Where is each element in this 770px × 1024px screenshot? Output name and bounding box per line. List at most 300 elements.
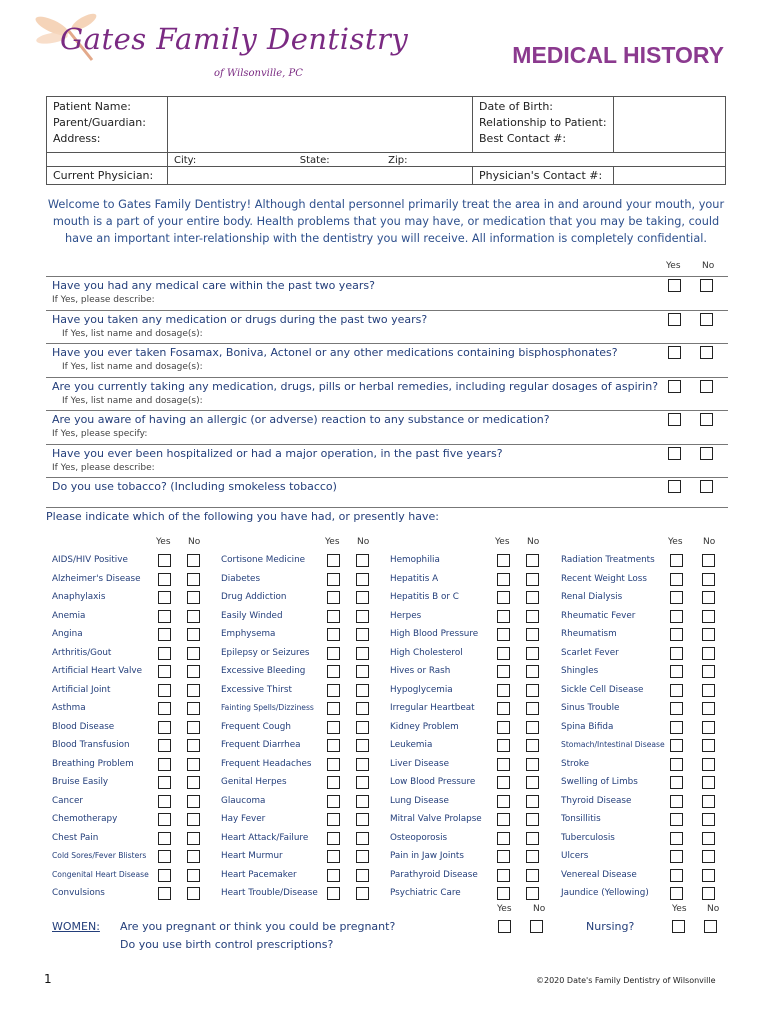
- condition-no-checkbox[interactable]: [526, 684, 539, 697]
- condition-label: Blood Transfusion: [52, 740, 130, 750]
- question-divider: [46, 477, 728, 478]
- condition-label: Lung Disease: [390, 796, 449, 806]
- condition-no-checkbox[interactable]: [526, 702, 539, 715]
- condition-label: Tuberculosis: [561, 833, 615, 843]
- page-number: 1: [44, 972, 52, 986]
- condition-no-checkbox[interactable]: [526, 554, 539, 567]
- condition-yes-checkbox[interactable]: [158, 758, 171, 771]
- condition-label: Arthritis/Gout: [52, 648, 112, 658]
- condition-no-checkbox[interactable]: [187, 832, 200, 845]
- condition-no-checkbox[interactable]: [526, 721, 539, 734]
- condition-yes-checkbox[interactable]: [327, 850, 340, 863]
- condition-label: Stomach/Intestinal Disease: [561, 740, 665, 749]
- condition-no-checkbox[interactable]: [702, 869, 715, 882]
- condition-label: Low Blood Pressure: [390, 777, 476, 787]
- condition-label: Frequent Cough: [221, 722, 291, 732]
- condition-label: Heart Pacemaker: [221, 870, 297, 880]
- condition-yes-checkbox[interactable]: [670, 776, 683, 789]
- condition-label: Scarlet Fever: [561, 648, 619, 658]
- condition-no-checkbox[interactable]: [702, 684, 715, 697]
- condition-no-checkbox[interactable]: [526, 739, 539, 752]
- condition-label: Excessive Bleeding: [221, 666, 306, 676]
- question-text: Have you ever been hospitalized or had a major operation, in the past five years?: [52, 447, 503, 460]
- nursing-no-header: No: [707, 904, 720, 914]
- condition-yes-checkbox[interactable]: [327, 647, 340, 660]
- condition-yes-checkbox[interactable]: [670, 684, 683, 697]
- condition-yes-checkbox[interactable]: [497, 887, 510, 900]
- question-followup: If Yes, list name and dosage(s):: [62, 329, 203, 339]
- condition-no-checkbox[interactable]: [187, 887, 200, 900]
- condition-yes-checkbox[interactable]: [497, 554, 510, 567]
- condition-yes-checkbox[interactable]: [497, 869, 510, 882]
- condition-yes-checkbox[interactable]: [158, 684, 171, 697]
- condition-label: Epilepsy or Seizures: [221, 648, 310, 658]
- condition-yes-checkbox[interactable]: [497, 591, 510, 604]
- question-followup: If Yes, please specify:: [52, 429, 148, 439]
- condition-no-checkbox[interactable]: [526, 758, 539, 771]
- condition-no-checkbox[interactable]: [356, 869, 369, 882]
- question-text: Are you currently taking any medication, drugs, pills or herbal remedies, including regular dosages of aspirin?: [52, 380, 659, 393]
- condition-yes-checkbox[interactable]: [158, 628, 171, 641]
- condition-yes-checkbox[interactable]: [158, 591, 171, 604]
- condition-no-checkbox[interactable]: [356, 739, 369, 752]
- condition-no-checkbox[interactable]: [526, 647, 539, 660]
- condition-no-checkbox[interactable]: [356, 591, 369, 604]
- conditions-yes-header: Yes: [156, 537, 171, 547]
- question-no-checkbox[interactable]: [700, 413, 713, 426]
- condition-label: Recent Weight Loss: [561, 574, 647, 584]
- condition-label: Asthma: [52, 703, 86, 713]
- condition-label: Sinus Trouble: [561, 703, 620, 713]
- question-no-checkbox[interactable]: [700, 380, 713, 393]
- condition-yes-checkbox[interactable]: [158, 887, 171, 900]
- condition-label: Cold Sores/Fever Blisters: [52, 851, 147, 860]
- condition-no-checkbox[interactable]: [702, 573, 715, 586]
- condition-no-checkbox[interactable]: [187, 702, 200, 715]
- condition-label: Hepatitis B or C: [390, 592, 459, 602]
- condition-label: Chemotherapy: [52, 814, 118, 824]
- condition-label: Venereal Disease: [561, 870, 637, 880]
- question-text: Have you had any medical care within the past two years?: [52, 279, 375, 292]
- condition-no-checkbox[interactable]: [526, 610, 539, 623]
- logo-subtitle: of Wilsonville, PC: [214, 68, 303, 79]
- condition-yes-checkbox[interactable]: [670, 573, 683, 586]
- condition-label: Hay Fever: [221, 814, 266, 824]
- condition-label: Hemophilia: [390, 555, 440, 565]
- nursing-no-checkbox[interactable]: [704, 920, 717, 933]
- condition-yes-checkbox[interactable]: [497, 758, 510, 771]
- condition-no-checkbox[interactable]: [187, 758, 200, 771]
- condition-label: Osteoporosis: [390, 833, 448, 843]
- condition-yes-checkbox[interactable]: [670, 554, 683, 567]
- condition-yes-checkbox[interactable]: [670, 647, 683, 660]
- physician-contact-field[interactable]: [614, 167, 726, 185]
- condition-label: High Blood Pressure: [390, 629, 479, 639]
- page-title: MEDICAL HISTORY: [512, 42, 724, 68]
- question-followup: If Yes, list name and dosage(s):: [62, 362, 203, 372]
- birth-control-question: Do you use birth control prescriptions?: [120, 938, 334, 951]
- condition-label: Stroke: [561, 759, 590, 769]
- condition-yes-checkbox[interactable]: [327, 665, 340, 678]
- condition-yes-checkbox[interactable]: [327, 813, 340, 826]
- condition-yes-checkbox[interactable]: [327, 869, 340, 882]
- condition-yes-checkbox[interactable]: [497, 628, 510, 641]
- condition-yes-checkbox[interactable]: [497, 832, 510, 845]
- condition-label: Hives or Rash: [390, 666, 451, 676]
- condition-yes-checkbox[interactable]: [158, 665, 171, 678]
- condition-no-checkbox[interactable]: [356, 573, 369, 586]
- question-text: Have you ever taken Fosamax, Boniva, Actonel or any other medications containing bisphosphonates?: [52, 346, 618, 359]
- condition-no-checkbox[interactable]: [702, 795, 715, 808]
- condition-yes-checkbox[interactable]: [497, 647, 510, 660]
- question-divider: [46, 276, 728, 277]
- women-yes-header: Yes: [497, 904, 512, 914]
- condition-yes-checkbox[interactable]: [670, 702, 683, 715]
- condition-no-checkbox[interactable]: [187, 610, 200, 623]
- pregnant-no-checkbox[interactable]: [530, 920, 543, 933]
- condition-no-checkbox[interactable]: [356, 795, 369, 808]
- condition-yes-checkbox[interactable]: [158, 647, 171, 660]
- parent-guardian-label: Parent/Guardian:: [53, 116, 146, 129]
- condition-yes-checkbox[interactable]: [670, 628, 683, 641]
- condition-label: Parathyroid Disease: [390, 870, 478, 880]
- pregnant-question: Are you pregnant or think you could be pregnant?: [120, 920, 396, 933]
- current-physician-field[interactable]: [168, 167, 473, 185]
- condition-yes-checkbox[interactable]: [327, 758, 340, 771]
- condition-no-checkbox[interactable]: [356, 610, 369, 623]
- condition-yes-checkbox[interactable]: [670, 795, 683, 808]
- condition-label: Anaphylaxis: [52, 592, 106, 602]
- condition-yes-checkbox[interactable]: [670, 591, 683, 604]
- question-no-checkbox[interactable]: [700, 480, 713, 493]
- condition-label: Sickle Cell Disease: [561, 685, 644, 695]
- condition-no-checkbox[interactable]: [702, 628, 715, 641]
- condition-yes-checkbox[interactable]: [327, 795, 340, 808]
- condition-no-checkbox[interactable]: [187, 647, 200, 660]
- condition-yes-checkbox[interactable]: [670, 813, 683, 826]
- condition-label: Chest Pain: [52, 833, 99, 843]
- condition-no-checkbox[interactable]: [356, 684, 369, 697]
- question-yes-checkbox[interactable]: [668, 413, 681, 426]
- condition-yes-checkbox[interactable]: [327, 573, 340, 586]
- condition-no-checkbox[interactable]: [702, 647, 715, 660]
- question-followup: If Yes, please describe:: [52, 295, 155, 305]
- condition-no-checkbox[interactable]: [526, 573, 539, 586]
- condition-no-checkbox[interactable]: [702, 887, 715, 900]
- question-no-checkbox[interactable]: [700, 279, 713, 292]
- address-label: Address:: [53, 132, 101, 145]
- condition-yes-checkbox[interactable]: [497, 702, 510, 715]
- condition-yes-checkbox[interactable]: [158, 832, 171, 845]
- condition-no-checkbox[interactable]: [702, 850, 715, 863]
- condition-label: Excessive Thirst: [221, 685, 292, 695]
- condition-no-checkbox[interactable]: [526, 591, 539, 604]
- condition-label: Cortisone Medicine: [221, 555, 306, 565]
- condition-yes-checkbox[interactable]: [670, 758, 683, 771]
- condition-no-checkbox[interactable]: [356, 554, 369, 567]
- condition-no-checkbox[interactable]: [702, 610, 715, 623]
- question-yes-checkbox[interactable]: [668, 447, 681, 460]
- patient-info-table: [46, 96, 726, 185]
- condition-no-checkbox[interactable]: [356, 702, 369, 715]
- nursing-question: Nursing?: [586, 920, 635, 933]
- conditions-no-header: No: [703, 537, 716, 547]
- copyright: ©2020 Date's Family Dentistry of Wilsonville: [536, 976, 716, 985]
- condition-yes-checkbox[interactable]: [158, 869, 171, 882]
- dob-labels: [473, 97, 614, 153]
- condition-yes-checkbox[interactable]: [670, 850, 683, 863]
- condition-no-checkbox[interactable]: [187, 591, 200, 604]
- condition-no-checkbox[interactable]: [356, 628, 369, 641]
- condition-yes-checkbox[interactable]: [327, 628, 340, 641]
- condition-no-checkbox[interactable]: [187, 739, 200, 752]
- condition-no-checkbox[interactable]: [356, 758, 369, 771]
- condition-yes-checkbox[interactable]: [158, 554, 171, 567]
- condition-label: AIDS/HIV Positive: [52, 555, 128, 565]
- condition-no-checkbox[interactable]: [356, 887, 369, 900]
- condition-label: Anemia: [52, 611, 86, 621]
- dob-label: Date of Birth:: [479, 100, 554, 113]
- question-text: Are you aware of having an allergic (or adverse) reaction to any substance or medication?: [52, 413, 550, 426]
- condition-yes-checkbox[interactable]: [670, 869, 683, 882]
- condition-yes-checkbox[interactable]: [497, 776, 510, 789]
- condition-no-checkbox[interactable]: [702, 554, 715, 567]
- condition-no-checkbox[interactable]: [526, 776, 539, 789]
- relationship-label: Relationship to Patient:: [479, 116, 607, 129]
- conditions-prompt: Please indicate which of the following you have had, or presently have:: [46, 510, 439, 523]
- condition-label: Cancer: [52, 796, 83, 806]
- condition-yes-checkbox[interactable]: [327, 591, 340, 604]
- condition-yes-checkbox[interactable]: [327, 739, 340, 752]
- question-yes-checkbox[interactable]: [668, 346, 681, 359]
- question-text: Do you use tobacco? (Including smokeless tobacco): [52, 480, 337, 493]
- condition-label: Kidney Problem: [390, 722, 459, 732]
- condition-label: Tonsillitis: [561, 814, 601, 824]
- condition-no-checkbox[interactable]: [526, 869, 539, 882]
- condition-label: Glaucoma: [221, 796, 266, 806]
- condition-yes-checkbox[interactable]: [158, 813, 171, 826]
- question-divider: [46, 310, 728, 311]
- condition-no-checkbox[interactable]: [526, 665, 539, 678]
- condition-yes-checkbox[interactable]: [670, 665, 683, 678]
- condition-no-checkbox[interactable]: [702, 832, 715, 845]
- condition-label: Renal Dialysis: [561, 592, 623, 602]
- condition-label: Artificial Heart Valve: [52, 666, 143, 676]
- condition-label: Congenital Heart Disease: [52, 870, 149, 879]
- condition-yes-checkbox[interactable]: [497, 850, 510, 863]
- question-no-checkbox[interactable]: [700, 313, 713, 326]
- question-no-checkbox[interactable]: [700, 346, 713, 359]
- condition-yes-checkbox[interactable]: [670, 887, 683, 900]
- condition-label: Leukemia: [390, 740, 433, 750]
- condition-yes-checkbox[interactable]: [158, 721, 171, 734]
- condition-no-checkbox[interactable]: [702, 721, 715, 734]
- conditions-no-header: No: [188, 537, 201, 547]
- condition-label: Artificial Joint: [52, 685, 111, 695]
- condition-label: Drug Addiction: [221, 592, 287, 602]
- condition-yes-checkbox[interactable]: [327, 721, 340, 734]
- patient-name-field[interactable]: [168, 97, 473, 153]
- condition-no-checkbox[interactable]: [356, 776, 369, 789]
- conditions-yes-header: Yes: [495, 537, 510, 547]
- condition-yes-checkbox[interactable]: [497, 665, 510, 678]
- condition-no-checkbox[interactable]: [187, 573, 200, 586]
- condition-no-checkbox[interactable]: [187, 776, 200, 789]
- logo-name: Gates Family Dentistry: [60, 22, 409, 56]
- condition-no-checkbox[interactable]: [526, 850, 539, 863]
- condition-no-checkbox[interactable]: [526, 795, 539, 808]
- condition-yes-checkbox[interactable]: [670, 739, 683, 752]
- question-no-checkbox[interactable]: [700, 447, 713, 460]
- address-line[interactable]: [168, 153, 726, 167]
- condition-no-checkbox[interactable]: [702, 665, 715, 678]
- current-physician-label: Current Physician:: [47, 167, 168, 185]
- condition-no-checkbox[interactable]: [187, 813, 200, 826]
- question-yes-checkbox[interactable]: [668, 380, 681, 393]
- condition-label: Genital Herpes: [221, 777, 287, 787]
- condition-label: Swelling of Limbs: [561, 777, 638, 787]
- condition-yes-checkbox[interactable]: [158, 739, 171, 752]
- condition-no-checkbox[interactable]: [187, 795, 200, 808]
- condition-no-checkbox[interactable]: [187, 628, 200, 641]
- condition-no-checkbox[interactable]: [187, 721, 200, 734]
- condition-yes-checkbox[interactable]: [670, 610, 683, 623]
- questions-no-header: No: [702, 261, 715, 271]
- question-text: Have you taken any medication or drugs during the past two years?: [52, 313, 428, 326]
- condition-label: Irregular Heartbeat: [390, 703, 475, 713]
- condition-label: Thyroid Disease: [561, 796, 632, 806]
- address-spacer: [47, 153, 168, 167]
- condition-label: Hypoglycemia: [390, 685, 453, 695]
- condition-yes-checkbox[interactable]: [497, 795, 510, 808]
- condition-yes-checkbox[interactable]: [158, 776, 171, 789]
- question-divider: [46, 410, 728, 411]
- condition-no-checkbox[interactable]: [187, 869, 200, 882]
- condition-label: Mitral Valve Prolapse: [390, 814, 482, 824]
- condition-no-checkbox[interactable]: [187, 554, 200, 567]
- conditions-yes-header: Yes: [325, 537, 340, 547]
- condition-yes-checkbox[interactable]: [497, 573, 510, 586]
- condition-label: Rheumatism: [561, 629, 617, 639]
- condition-no-checkbox[interactable]: [702, 739, 715, 752]
- patient-name-label: Patient Name:: [53, 100, 131, 113]
- condition-no-checkbox[interactable]: [702, 702, 715, 715]
- condition-label: Ulcers: [561, 851, 589, 861]
- condition-yes-checkbox[interactable]: [497, 721, 510, 734]
- condition-no-checkbox[interactable]: [526, 832, 539, 845]
- condition-yes-checkbox[interactable]: [158, 573, 171, 586]
- condition-label: Heart Attack/Failure: [221, 833, 309, 843]
- condition-yes-checkbox[interactable]: [158, 610, 171, 623]
- condition-no-checkbox[interactable]: [526, 628, 539, 641]
- best-contact-label: Best Contact #:: [479, 132, 567, 145]
- condition-yes-checkbox[interactable]: [158, 702, 171, 715]
- condition-no-checkbox[interactable]: [526, 813, 539, 826]
- condition-yes-checkbox[interactable]: [670, 721, 683, 734]
- condition-yes-checkbox[interactable]: [327, 832, 340, 845]
- question-divider: [46, 444, 728, 445]
- condition-label: Hepatitis A: [390, 574, 439, 584]
- condition-yes-checkbox[interactable]: [327, 554, 340, 567]
- condition-label: Emphysema: [221, 629, 276, 639]
- condition-no-checkbox[interactable]: [702, 776, 715, 789]
- women-no-header: No: [533, 904, 546, 914]
- condition-no-checkbox[interactable]: [187, 684, 200, 697]
- condition-label: Pain in Jaw Joints: [390, 851, 464, 861]
- condition-yes-checkbox[interactable]: [497, 684, 510, 697]
- condition-label: Psychiatric Care: [390, 888, 461, 898]
- women-label: WOMEN:: [52, 920, 100, 933]
- condition-yes-checkbox[interactable]: [327, 684, 340, 697]
- condition-yes-checkbox[interactable]: [327, 776, 340, 789]
- nursing-yes-header: Yes: [672, 904, 687, 914]
- condition-yes-checkbox[interactable]: [497, 610, 510, 623]
- question-yes-checkbox[interactable]: [668, 313, 681, 326]
- condition-no-checkbox[interactable]: [356, 832, 369, 845]
- condition-yes-checkbox[interactable]: [327, 610, 340, 623]
- condition-no-checkbox[interactable]: [702, 813, 715, 826]
- condition-label: High Cholesterol: [390, 648, 463, 658]
- condition-label: Easily Winded: [221, 611, 283, 621]
- dob-field[interactable]: [614, 97, 726, 153]
- state-label: State:: [299, 155, 330, 166]
- question-divider: [46, 377, 728, 378]
- conditions-yes-header: Yes: [668, 537, 683, 547]
- condition-label: Frequent Headaches: [221, 759, 312, 769]
- condition-no-checkbox[interactable]: [187, 665, 200, 678]
- pregnant-yes-checkbox[interactable]: [498, 920, 511, 933]
- condition-label: Fainting Spells/Dizziness: [221, 703, 314, 712]
- question-yes-checkbox[interactable]: [668, 480, 681, 493]
- nursing-yes-checkbox[interactable]: [672, 920, 685, 933]
- physician-contact-label: Physician's Contact #:: [473, 167, 614, 185]
- condition-yes-checkbox[interactable]: [497, 739, 510, 752]
- city-label: City:: [174, 155, 197, 166]
- condition-no-checkbox[interactable]: [702, 591, 715, 604]
- condition-no-checkbox[interactable]: [356, 647, 369, 660]
- condition-yes-checkbox[interactable]: [670, 832, 683, 845]
- condition-label: Spina Bifida: [561, 722, 614, 732]
- condition-yes-checkbox[interactable]: [327, 887, 340, 900]
- condition-label: Angina: [52, 629, 83, 639]
- condition-label: Radiation Treatments: [561, 555, 655, 565]
- condition-yes-checkbox[interactable]: [327, 702, 340, 715]
- condition-no-checkbox[interactable]: [356, 813, 369, 826]
- condition-label: Bruise Easily: [52, 777, 109, 787]
- conditions-no-header: No: [357, 537, 370, 547]
- zip-label: Zip:: [388, 155, 408, 166]
- question-followup: If Yes, please describe:: [52, 463, 155, 473]
- condition-label: Herpes: [390, 611, 422, 621]
- condition-no-checkbox[interactable]: [356, 665, 369, 678]
- condition-yes-checkbox[interactable]: [158, 850, 171, 863]
- condition-no-checkbox[interactable]: [356, 850, 369, 863]
- questions-yes-header: Yes: [666, 261, 681, 271]
- condition-no-checkbox[interactable]: [187, 850, 200, 863]
- question-divider: [46, 507, 728, 508]
- condition-no-checkbox[interactable]: [702, 758, 715, 771]
- condition-label: Rheumatic Fever: [561, 611, 636, 621]
- condition-label: Shingles: [561, 666, 599, 676]
- question-yes-checkbox[interactable]: [668, 279, 681, 292]
- condition-label: Liver Disease: [390, 759, 449, 769]
- condition-label: Convulsions: [52, 888, 105, 898]
- condition-no-checkbox[interactable]: [526, 887, 539, 900]
- condition-label: Alzheimer's Disease: [52, 574, 141, 584]
- condition-no-checkbox[interactable]: [356, 721, 369, 734]
- condition-yes-checkbox[interactable]: [497, 813, 510, 826]
- condition-yes-checkbox[interactable]: [158, 795, 171, 808]
